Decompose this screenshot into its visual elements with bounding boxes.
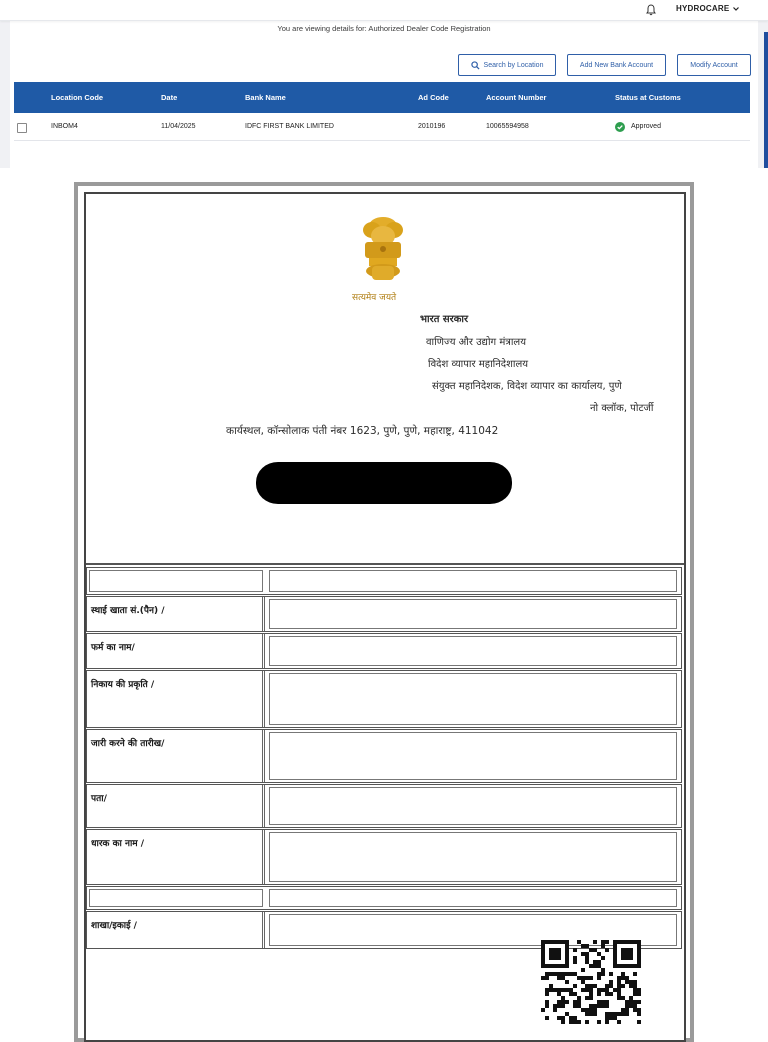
add-new-bank-account-button[interactable]: [567, 54, 666, 76]
column-header-status[interactable]: Status at Customs: [615, 93, 681, 102]
emblem-motto: सत्यमेव जयते: [352, 293, 397, 303]
table-header: [14, 82, 750, 113]
check-circle-icon: [615, 122, 625, 132]
value-box: [269, 889, 677, 907]
column-header-bank-name[interactable]: Bank Name: [245, 93, 286, 102]
doc-row-pan: [86, 596, 682, 632]
section-divider: [86, 563, 684, 565]
cell-date: 11/04/2025: [161, 123, 196, 130]
doc-row-holder-name: [86, 829, 682, 885]
cell-bank-name: IDFC FIRST BANK LIMITED: [245, 123, 334, 130]
modify-account-label: Modify Account: [690, 61, 738, 69]
doc-row-1: [86, 567, 682, 595]
table-row[interactable]: [14, 113, 750, 141]
label-box: [89, 570, 263, 592]
label-branch: शाखा/इकाई /: [87, 912, 265, 948]
cell-status: [615, 113, 661, 140]
label-entity-nature: निकाय की प्रकृति /: [87, 671, 265, 727]
status-label: Approved: [631, 123, 661, 130]
doc-line-address: कार्यस्थल, कॉन्सोलाक पंती नंबर 1623, पुणे, पुणे, महाराष्ट्र, 411042: [226, 425, 499, 437]
doc-row-entity-nature: [86, 670, 682, 728]
doc-line-office: संयुक्त महानिदेशक, विदेश व्यापार का कार्यालय, पुणे: [432, 381, 622, 392]
column-header-account-number[interactable]: Account Number: [486, 93, 547, 102]
label-firm-name: फर्म का नाम/: [87, 634, 265, 668]
modify-account-button[interactable]: [677, 54, 751, 76]
cell-account-number: 10065594958: [486, 123, 529, 130]
label-holder-name: धारक का नाम /: [87, 830, 265, 884]
cell-location-code: INBOM4: [51, 123, 78, 130]
scrollbar[interactable]: [764, 32, 768, 168]
chevron-down-icon: [732, 5, 740, 13]
search-by-location-label: Search by Location: [483, 61, 544, 69]
page-gutter-left: [0, 20, 10, 168]
doc-line-ministry: वाणिज्य और उद्योग मंत्रालय: [426, 337, 527, 348]
column-header-location-code[interactable]: Location Code: [51, 93, 104, 102]
add-new-bank-account-label: Add New Bank Account: [579, 61, 654, 69]
search-icon: [471, 61, 480, 70]
column-header-date[interactable]: Date: [161, 93, 178, 102]
doc-line-dgft: विदेश व्यापार महानिदेशालय: [428, 359, 529, 370]
bell-icon[interactable]: [644, 3, 658, 17]
value-box: [269, 732, 677, 780]
user-name: HYDROCARE: [676, 4, 730, 13]
row-checkbox[interactable]: [17, 123, 27, 133]
top-bar: [0, 0, 768, 21]
label-issue-date: जारी करने की तारीख/: [87, 730, 265, 782]
app-screen: [0, 0, 768, 168]
value-box: [269, 832, 677, 882]
doc-line-government: भारत सरकार: [420, 314, 469, 325]
value-box: [269, 570, 677, 592]
label-box: [89, 889, 263, 907]
column-header-ad-code[interactable]: Ad Code: [418, 93, 449, 102]
doc-row-issue-date: [86, 729, 682, 783]
label-address: पता/: [87, 785, 265, 827]
value-box: [269, 673, 677, 725]
cell-ad-code: 2010196: [418, 123, 446, 130]
value-box: [269, 599, 677, 629]
viewing-details-text: You are viewing details for: Authorized Dealer Code Registration: [277, 24, 491, 33]
qr-code: [541, 940, 641, 1024]
doc-row-blank: [86, 886, 682, 910]
value-box: [269, 787, 677, 825]
label-pan: स्थाई खाता सं.(पैन) /: [87, 597, 265, 631]
doc-row-firm-name: [86, 633, 682, 669]
user-menu[interactable]: [676, 4, 740, 13]
redacted-block: [256, 462, 512, 504]
value-box: [269, 636, 677, 666]
doc-row-address: [86, 784, 682, 828]
doc-line-block: नो क्लॉक, पोटर्जी: [590, 403, 654, 414]
search-by-location-button[interactable]: [458, 54, 556, 76]
